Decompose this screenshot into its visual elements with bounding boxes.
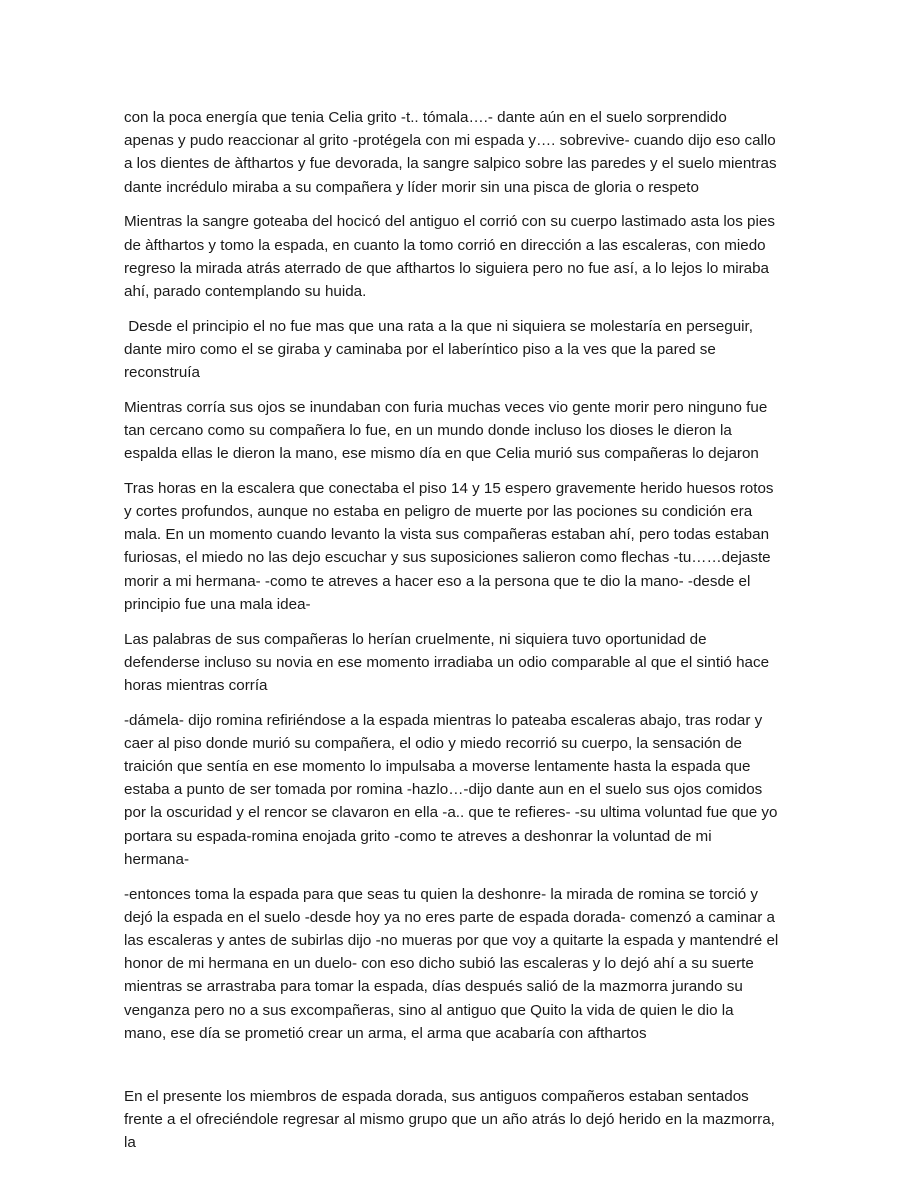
paragraph-2: Mientras la sangre goteaba del hocicó del antiguo el corrió con su cuerpo lastimado asta los pies de àfthartos y tomo la espada, en cuanto la tomo corrió en dirección a las escaleras, con miedo regreso la mirada atrás aterrado de que afthartos lo siguiera pero no fue así, a lo lejos lo miraba ahí, parado contemplando su huida.	[124, 213, 775, 300]
paragraph-8: -entonces toma la espada para que seas tu quien la deshonre- la mirada de romina se torció y dejó la espada en el suelo -desde hoy ya no eres parte de espada dorada- comenzó a caminar a las escaleras y antes de subirlas dijo -no mueras por que voy a quitarte la espada y mantendré el honor de mi hermana en un duelo- con eso dicho subió las escaleras y lo dejó ahí a su suerte mientras se arrastraba para tomar la espada, días después salió de la mazmorra jurando su venganza pero no a sus excompañeras, sino al antiguo que Quito la vida de quien le dio la mano, ese día se prometió crear un arma, el arma que acabaría con afthartos	[124, 885, 779, 1042]
paragraph-7: -dámela- dijo romina refiriéndose a la espada mientras lo pateaba escaleras abajo, tras rodar y caer al piso donde murió su compañera, el odio y miedo recorrió su cuerpo, la sensación de traición que sentía en ese momento lo impulsaba a moverse lentamente hasta la espada que estaba a punto de ser tomada por romina -hazlo…-dijo dante aun en el suelo sus ojos comidos por la oscuridad y el rencor se clavaron en ella -a.. que te refieres- -su ultima voluntad fue que yo portara su espada-romina enojada grito -como te atreves a deshonrar la voluntad de mi hermana-	[124, 711, 778, 868]
paragraph-9: En el presente los miembros de espada dorada, sus antiguos compañeros estaban sentados frente a el ofreciéndole regresar al mismo grupo que un año atrás lo dejó herido en la mazmorra, la	[124, 1088, 775, 1152]
paragraph-3: Desde el principio el no fue mas que una rata a la que ni siquiera se molestaría en perseguir, dante miro como el se giraba y caminaba por el laberíntico piso a la ves que la pared se reconstruía	[124, 317, 758, 382]
paragraph-1: con la poca energía que tenia Celia grito -t.. tómala….- dante aún en el suelo sorprendido apenas y pudo reaccionar al grito -protégela con mi espada y…. sobrevive- cuando dijo eso callo a los dientes de àfthartos y fue devorada, la sangre salpico sobre las paredes y el suelo mientras dante incrédulo miraba a su compañera y líder morir sin una pisca de gloria o respeto	[124, 109, 777, 196]
paragraph-5: Tras horas en la escalera que conectaba el piso 14 y 15 espero gravemente herido huesos rotos y cortes profundos, aunque no estaba en peligro de muerte por las pociones su condición era mala. En un momento cuando levanto la vista sus compañeras estaban ahí, pero todas estaban furiosas, el miedo no las dejo escuchar y sus suposiciones salieron como flechas -tu……dejaste morir a mi hermana- -como te atreves a hacer eso a la persona que te dio la mano- -desde el principio fue una mala idea-	[124, 479, 774, 613]
paragraph-4: Mientras corría sus ojos se inundaban con furia muchas veces vio gente morir pero ninguno fue tan cercano como su compañera lo fue, en un mundo donde incluso los dioses le dieron la espalda ellas le dieron la mano, ese mismo día en que Celia murió sus compañeras lo dejaron	[124, 398, 768, 463]
paragraph-6: Las palabras de sus compañeras lo herían cruelmente, ni siquiera tuvo oportunidad de defenderse incluso su novia en ese momento irradiaba un odio comparable al que el sintió hace horas mientras corría	[124, 630, 770, 694]
document-page	[124, 106, 780, 1166]
